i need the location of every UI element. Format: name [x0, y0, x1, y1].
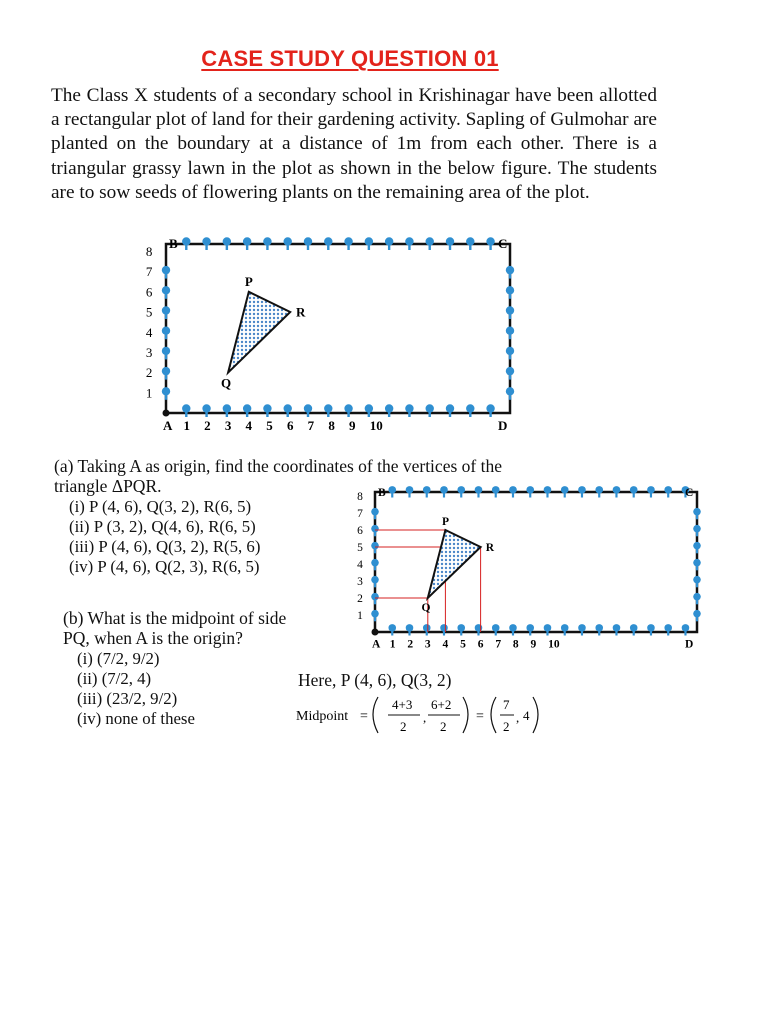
- tree-icon: [475, 486, 483, 497]
- tree-icon: [344, 404, 352, 417]
- tree-icon: [561, 486, 569, 497]
- x-tick-label: 4: [245, 418, 253, 433]
- page-title: CASE STUDY QUESTION 01: [201, 46, 499, 71]
- x-tick-label: 7: [307, 418, 315, 433]
- tree-icon: [613, 624, 621, 635]
- tree-icon: [693, 559, 701, 570]
- tree-icon: [486, 237, 494, 250]
- y-tick-label: 1: [357, 610, 363, 623]
- tree-icon: [693, 593, 701, 604]
- y-tick-label: 8: [145, 243, 153, 259]
- y-tick-label: 2: [145, 365, 153, 381]
- tree-icon: [284, 404, 292, 417]
- question-a-option-2: (ii) P (3, 2), Q(4, 6), R(6, 5): [69, 517, 256, 536]
- tree-icon: [371, 610, 379, 621]
- tree-icon: [509, 624, 517, 635]
- tree-icon: [182, 404, 190, 417]
- y-tick-label: 3: [145, 344, 153, 360]
- question-b-option-2: (ii) (7/2, 4): [77, 669, 152, 688]
- x-tick-label: 8: [328, 418, 335, 433]
- corner-label-b: B: [378, 487, 386, 499]
- tree-icon: [223, 404, 231, 417]
- x-tick-label: 1: [183, 418, 190, 433]
- x-tick-label: 5: [266, 418, 273, 433]
- y-tick-label: 5: [357, 542, 363, 555]
- tree-icon: [202, 404, 210, 417]
- y-tick-label: 6: [145, 284, 153, 300]
- x-tick-label: 8: [512, 638, 519, 651]
- y-denominator: 2: [440, 719, 447, 734]
- x-numerator: 4+3: [392, 697, 413, 712]
- x-tick-label: 7: [495, 638, 502, 651]
- corner-label-d: D: [685, 638, 694, 651]
- plot-boundary: [166, 244, 510, 413]
- tree-icon: [426, 237, 434, 250]
- y-tick-label: 2: [357, 593, 363, 606]
- tree-icon: [324, 404, 332, 417]
- x-tick-label: 6: [477, 638, 484, 651]
- tree-icon: [693, 508, 701, 519]
- question-a-option-4: (iv) P (4, 6), Q(2, 3), R(6, 5): [69, 557, 260, 576]
- tree-icon: [423, 624, 431, 635]
- tree-icon: [457, 486, 465, 497]
- tree-icon: [243, 404, 251, 417]
- tree-icon: [263, 237, 271, 250]
- equals-sign-1: =: [360, 709, 368, 724]
- tree-icon: [440, 624, 448, 635]
- tree-icon: [506, 306, 514, 319]
- tree-icon: [506, 286, 514, 299]
- comma-1: ,: [423, 710, 427, 725]
- tree-icon: [693, 542, 701, 553]
- tree-icon: [595, 624, 603, 635]
- paren-open-2: [491, 697, 496, 733]
- y-tick-label: 4: [145, 324, 153, 340]
- tree-icon: [371, 542, 379, 553]
- tree-icon: [162, 306, 170, 319]
- tree-icon: [578, 624, 586, 635]
- question-a-stem-line1: (a) Taking A as origin, find the coordinates of the vertices of the: [54, 456, 502, 476]
- y-tick-label: 3: [357, 576, 363, 589]
- corner-label-c: C: [498, 236, 508, 251]
- y-tick-label: 6: [357, 525, 363, 538]
- paren-close-1: [463, 697, 468, 733]
- tree-icon: [506, 387, 514, 400]
- tree-icon: [544, 486, 552, 497]
- y-tick-label: 1: [145, 385, 153, 401]
- vertex-label-p: P: [244, 273, 253, 289]
- paren-open-1: [373, 697, 378, 733]
- tree-icon: [440, 486, 448, 497]
- vertex-label-r: R: [296, 304, 306, 320]
- tree-icon: [406, 486, 414, 497]
- tree-icon: [506, 266, 514, 279]
- x-tick-label: 4: [442, 638, 449, 651]
- question-b-option-1: (i) (7/2, 9/2): [77, 649, 160, 668]
- tree-icon: [486, 404, 494, 417]
- tree-icon: [526, 624, 534, 635]
- tree-icon: [578, 486, 586, 497]
- x-tick-label: 3: [424, 638, 431, 651]
- tree-icon: [162, 347, 170, 360]
- result-numerator: 7: [503, 697, 510, 712]
- tree-icon: [324, 237, 332, 250]
- tree-icon: [492, 486, 500, 497]
- tree-icon: [371, 576, 379, 587]
- tree-icon: [371, 508, 379, 519]
- tree-icon: [385, 237, 393, 250]
- question-b-option-3: (iii) (23/2, 9/2): [77, 689, 178, 708]
- x-tick-label: 2: [204, 418, 211, 433]
- tree-icon: [405, 237, 413, 250]
- question-a-option-3: (iii) P (4, 6), Q(3, 2), R(5, 6): [69, 537, 261, 556]
- x-tick-label: 1: [389, 638, 396, 651]
- tree-icon: [492, 624, 500, 635]
- corner-label-d: D: [498, 418, 508, 433]
- corner-label-c: C: [685, 487, 694, 499]
- vertex-label-p: P: [441, 515, 449, 528]
- tree-icon: [561, 624, 569, 635]
- vertex-label-q: Q: [421, 602, 431, 615]
- x-tick-label: 3: [224, 418, 232, 433]
- tree-icon: [162, 286, 170, 299]
- tree-icon: [162, 387, 170, 400]
- vertex-label-q: Q: [220, 375, 232, 391]
- origin-point: [163, 410, 170, 417]
- tree-icon: [693, 610, 701, 621]
- tree-icon: [371, 593, 379, 604]
- corner-label-b: B: [169, 236, 178, 251]
- y-numerator: 6+2: [431, 697, 452, 712]
- x-tick-label: 2: [407, 638, 414, 651]
- tree-icon: [405, 404, 413, 417]
- vertex-label-r: R: [485, 542, 495, 555]
- triangle-lawn: [428, 530, 481, 598]
- plot-figure-solution: [340, 482, 720, 654]
- tree-icon: [263, 404, 271, 417]
- tree-icon: [162, 266, 170, 279]
- tree-icon: [544, 624, 552, 635]
- tree-icon: [388, 624, 396, 635]
- x-denominator: 2: [400, 719, 407, 734]
- tree-icon: [693, 525, 701, 536]
- tree-icon: [506, 327, 514, 340]
- triangle-lawn: [228, 292, 290, 373]
- tree-icon: [466, 237, 474, 250]
- tree-icon: [613, 486, 621, 497]
- x-tick-label: 10: [548, 638, 560, 651]
- midpoint-label: Midpoint: [296, 709, 349, 724]
- tree-icon: [371, 559, 379, 570]
- intro-paragraph: The Class X students of a secondary school in Krishinagar have been allotted a rectangular plot of land for their gardening activity. Sapling of Gulmohar are planted on the boundary at a distance of 1m from each other. There is a triangular grassy lawn in the plot as shown in the below figure. The students are to sow seeds of flowering plants on the remaining area of the plot.: [51, 85, 657, 203]
- tree-icon: [162, 367, 170, 380]
- tree-icon: [304, 237, 312, 250]
- y-tick-label: 5: [145, 304, 153, 320]
- tree-icon: [446, 404, 454, 417]
- tree-icon: [630, 486, 638, 497]
- question-b-stem-line1: (b) What is the midpoint of side: [63, 608, 287, 628]
- question-b-option-4: (iv) none of these: [77, 709, 195, 728]
- paren-close-2: [533, 697, 538, 733]
- tree-icon: [344, 237, 352, 250]
- y-tick-label: 7: [145, 264, 153, 280]
- tree-icon: [371, 525, 379, 536]
- tree-icon: [647, 624, 655, 635]
- midpoint-formula: [294, 690, 564, 740]
- tree-icon: [202, 237, 210, 250]
- tree-icon: [693, 576, 701, 587]
- comma-2: ,: [516, 710, 520, 725]
- tree-icon: [475, 624, 483, 635]
- tree-icon: [406, 624, 414, 635]
- plot-figure-main: [128, 232, 528, 444]
- tree-icon: [630, 624, 638, 635]
- result-denominator: 2: [503, 719, 510, 734]
- tree-icon: [162, 327, 170, 340]
- tree-icon: [664, 486, 672, 497]
- result-y: 4: [523, 708, 530, 723]
- tree-icon: [509, 486, 517, 497]
- tree-icon: [243, 237, 251, 250]
- question-a-option-1: (i) P (4, 6), Q(3, 2), R(6, 5): [69, 497, 252, 516]
- equals-sign-2: =: [476, 709, 484, 724]
- tree-icon: [457, 624, 465, 635]
- tree-icon: [304, 404, 312, 417]
- tree-icon: [466, 404, 474, 417]
- question-b-stem-line2: PQ, when A is the origin?: [63, 628, 243, 648]
- tree-icon: [223, 237, 231, 250]
- tree-icon: [664, 624, 672, 635]
- tree-icon: [388, 486, 396, 497]
- x-tick-label: 5: [460, 638, 466, 651]
- x-tick-label: 10: [369, 418, 383, 433]
- tree-icon: [385, 404, 393, 417]
- tree-icon: [426, 404, 434, 417]
- tree-icon: [284, 237, 292, 250]
- x-tick-label: 9: [349, 418, 356, 433]
- tree-icon: [365, 404, 373, 417]
- tree-icon: [506, 347, 514, 360]
- tree-icon: [506, 367, 514, 380]
- tree-icon: [595, 486, 603, 497]
- tree-icon: [647, 486, 655, 497]
- origin-point: [372, 629, 379, 636]
- corner-label-a: A: [372, 638, 381, 651]
- tree-icon: [446, 237, 454, 250]
- x-tick-label: 9: [530, 638, 537, 651]
- tree-icon: [526, 486, 534, 497]
- solution-given: Here, P (4, 6), Q(3, 2): [298, 670, 452, 690]
- tree-icon: [365, 237, 373, 250]
- tree-icon: [682, 624, 690, 635]
- tree-icon: [423, 486, 431, 497]
- tree-icon: [182, 237, 190, 250]
- y-tick-label: 7: [357, 508, 363, 521]
- question-a-stem-line2: triangle ΔPQR.: [54, 476, 162, 496]
- y-tick-label: 4: [357, 559, 363, 572]
- x-tick-label: 6: [286, 418, 294, 433]
- y-tick-label: 8: [357, 491, 363, 504]
- corner-label-a: A: [163, 418, 173, 433]
